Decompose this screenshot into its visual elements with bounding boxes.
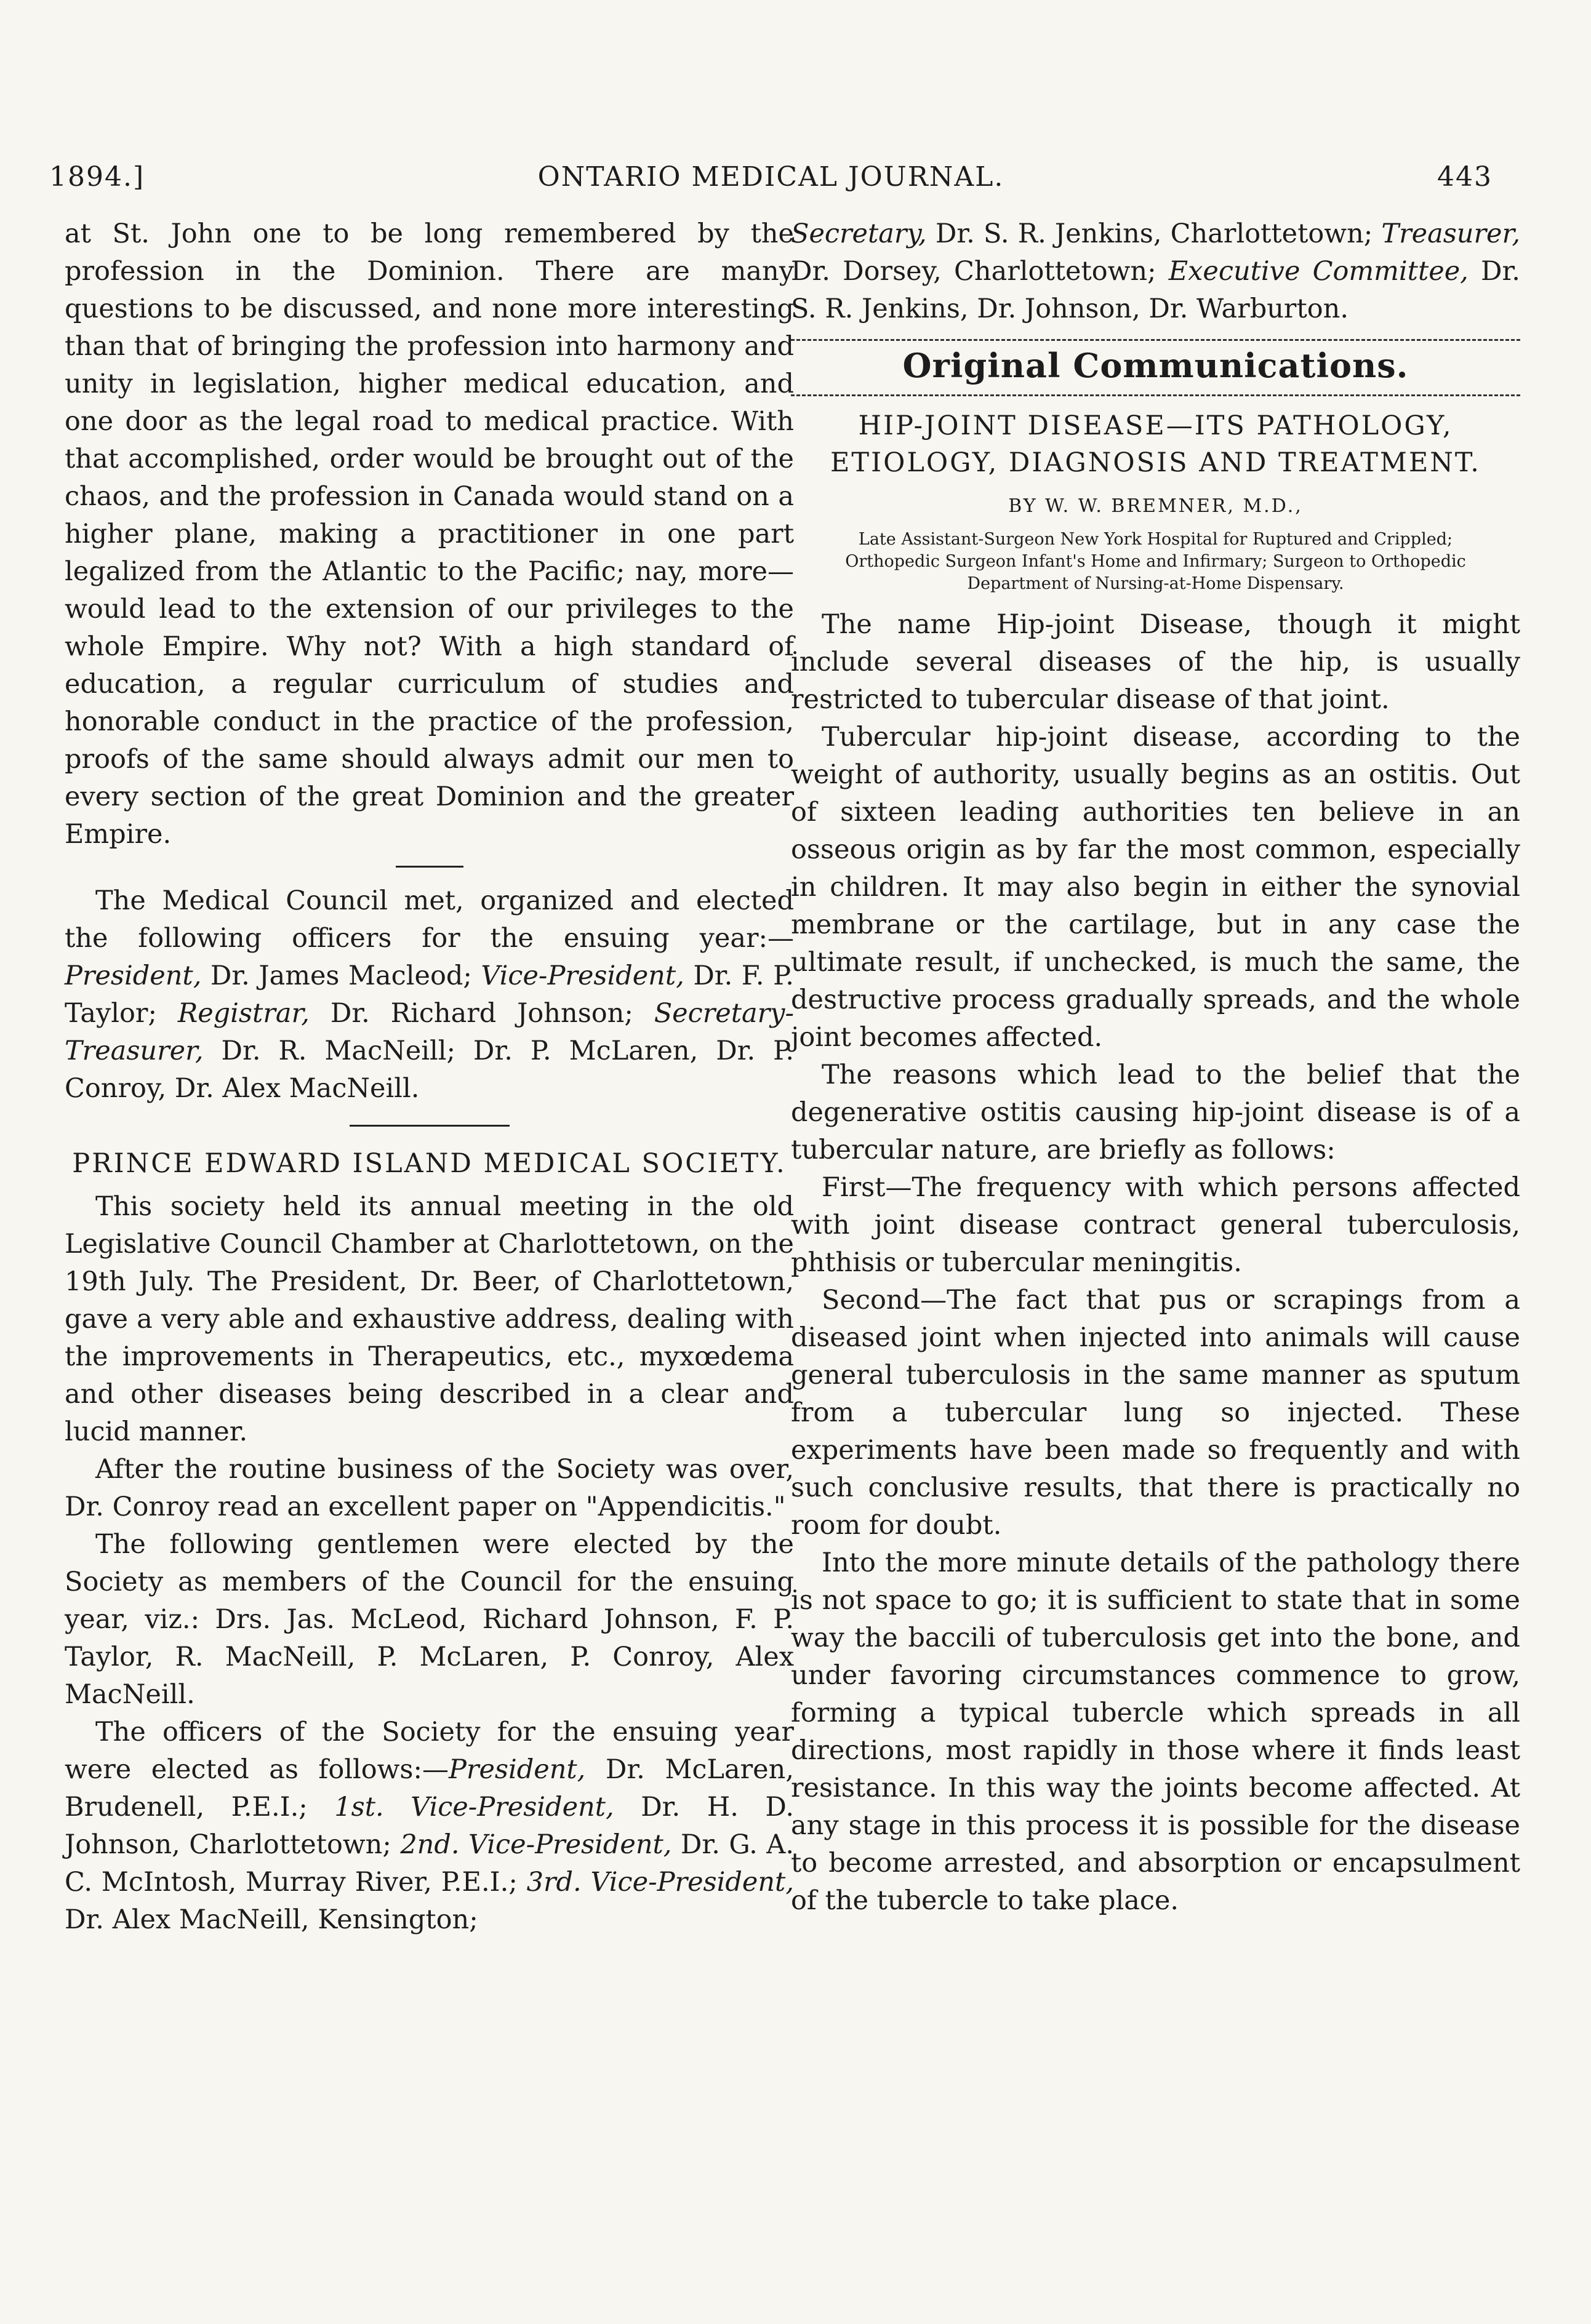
paragraph: at St. John one to be long remembered by the profession in the Dominion. There are many questions to be discussed, and none more interesting than that of bringing the profession into harmony and unity in legislation, higher medical education, and one door as the legal road to medical practice. With that accomplished, order would be brought out of the chaos, and the profession in Canada would stand on a higher plane, making a practitioner in one part legalized from the Atlantic to the Pacific; nay, more—would lead to the extension of our privileges to the whole Empire. Why not? With a high standard of education, a regular curriculum of studies and honorable conduct in the practice of the profession, proofs of the same should always admit our men to every section of the great Dominion and the greater Empire. bbox=[65, 218, 794, 850]
divider bbox=[396, 866, 463, 868]
article-title: HIP-JOINT DISEASE—ITS PATHOLOGY, ETIOLOGY, DIAGNOSIS AND TREATMENT. bbox=[830, 410, 1481, 478]
section-title: Original Communications. bbox=[902, 346, 1409, 385]
section-heading: PRINCE EDWARD ISLAND MEDICAL SOCIETY. bbox=[72, 1148, 787, 1179]
paragraph: Second—The fact that pus or scrapings from a diseased joint when injected into animals will cause general tuberculosis in the same manner as sputum from a tubercular lung so injected. These experiments have been made so frequently and with such conclusive results, that there is practically no room for doubt. bbox=[791, 1285, 1520, 1541]
paragraph: Tubercular hip-joint disease, according to the weight of authority, usually begins as an ostitis. Out of sixteen leading authorities ten believe in an osseous origin as by far the most common, especially in children. It may also begin in either the synovial membrane or the cartilage, but in any case the ultimate result, if unchecked, is much the same, the destructive process gradually spreads, and the whole joint becomes affected. bbox=[791, 722, 1520, 1053]
divider bbox=[791, 339, 1520, 341]
page-number: 443 bbox=[1437, 161, 1493, 193]
paragraph: The Medical Council met, organized and elected the following officers for the ensuing year:—President, Dr. James Macleod; Vice-President, Dr. F. P. Taylor; Registrar, Dr. Richard Johnson; Secretary-Treasurer, Dr. R. MacNeill; Dr. P. McLaren, Dr. P. Conroy, Dr. Alex MacNeill. bbox=[65, 885, 794, 1104]
paragraph: The name Hip-joint Disease, though it might include several diseases of the hip, is usually restricted to tubercular disease of that joint. bbox=[791, 609, 1520, 715]
paragraph: This society held its annual meeting in the old Legislative Council Chamber at Charlottetown, on the 19th July. The President, Dr. Beer, of Charlottetown, gave a very able and exhaustive address, dealing with the improvements in Therapeutics, etc., myxœdema and other diseases being described in a clear and lucid manner. bbox=[65, 1191, 794, 1447]
journal-title: ONTARIO MEDICAL JOURNAL. bbox=[537, 161, 1004, 193]
divider bbox=[791, 394, 1520, 396]
header-year: 1894.] bbox=[49, 161, 145, 193]
paragraph: The following gentlemen were elected by the Society as members of the Council for the ensuing year, viz.: Drs. Jas. McLeod, Richard Johnson, F. P. Taylor, R. MacNeill, P. McLaren, P. Conroy, Alex MacNeill. bbox=[65, 1529, 794, 1710]
paragraph: The reasons which lead to the belief that the degenerative ostitis causing hip-joint disease is of a tubercular nature, are briefly as follows: bbox=[791, 1060, 1520, 1165]
right-column bbox=[791, 215, 1520, 1920]
byline: BY W. W. BREMNER, M.D., bbox=[1008, 495, 1303, 517]
paragraph: Secretary, Dr. S. R. Jenkins, Charlottetown; Treasurer, Dr. Dorsey, Charlottetown; Executive Committee, Dr. S. R. Jenkins, Dr. Johnson, Dr. Warburton. bbox=[791, 218, 1520, 324]
divider bbox=[350, 1125, 510, 1127]
paragraph: The officers of the Society for the ensuing year were elected as follows:—President, Dr. McLaren, Brudenell, P.E.I.; 1st. Vice-President, Dr. H. D. Johnson, Charlottetown; 2nd. Vice-President, Dr. G. A. C. McIntosh, Murray River, P.E.I.; 3rd. Vice-President, Dr. Alex MacNeill, Kensington; bbox=[65, 1717, 795, 1935]
paragraph: After the routine business of the Society was over, Dr. Conroy read an excellent paper on "Appendicitis." bbox=[65, 1454, 794, 1522]
left-column bbox=[65, 215, 794, 1939]
running-header bbox=[49, 161, 1493, 198]
paragraph: First—The frequency with which persons affected with joint disease contract general tuberculosis, phthisis or tubercular meningitis. bbox=[791, 1172, 1520, 1278]
author-affiliation: Late Assistant-Surgeon New York Hospital for Ruptured and Crippled; Orthopedic Surgeon Infant's Home and Infirmary; Surgeon to Orthopedic Department of Nursing-at-Home Dispensary. bbox=[845, 530, 1466, 593]
paragraph: Into the more minute details of the pathology there is not space to go; it is sufficient to state that in some way the baccili of tuberculosis get into the bone, and under favoring circumstances commence to grow, forming a typical tubercle which spreads in all directions, most rapidly in those where it finds least resistance. In this way the joints become affected. At any stage in this process it is possible for the disease to become arrested, and absorption or encapsulment of the tubercle to take place. bbox=[791, 1547, 1520, 1916]
